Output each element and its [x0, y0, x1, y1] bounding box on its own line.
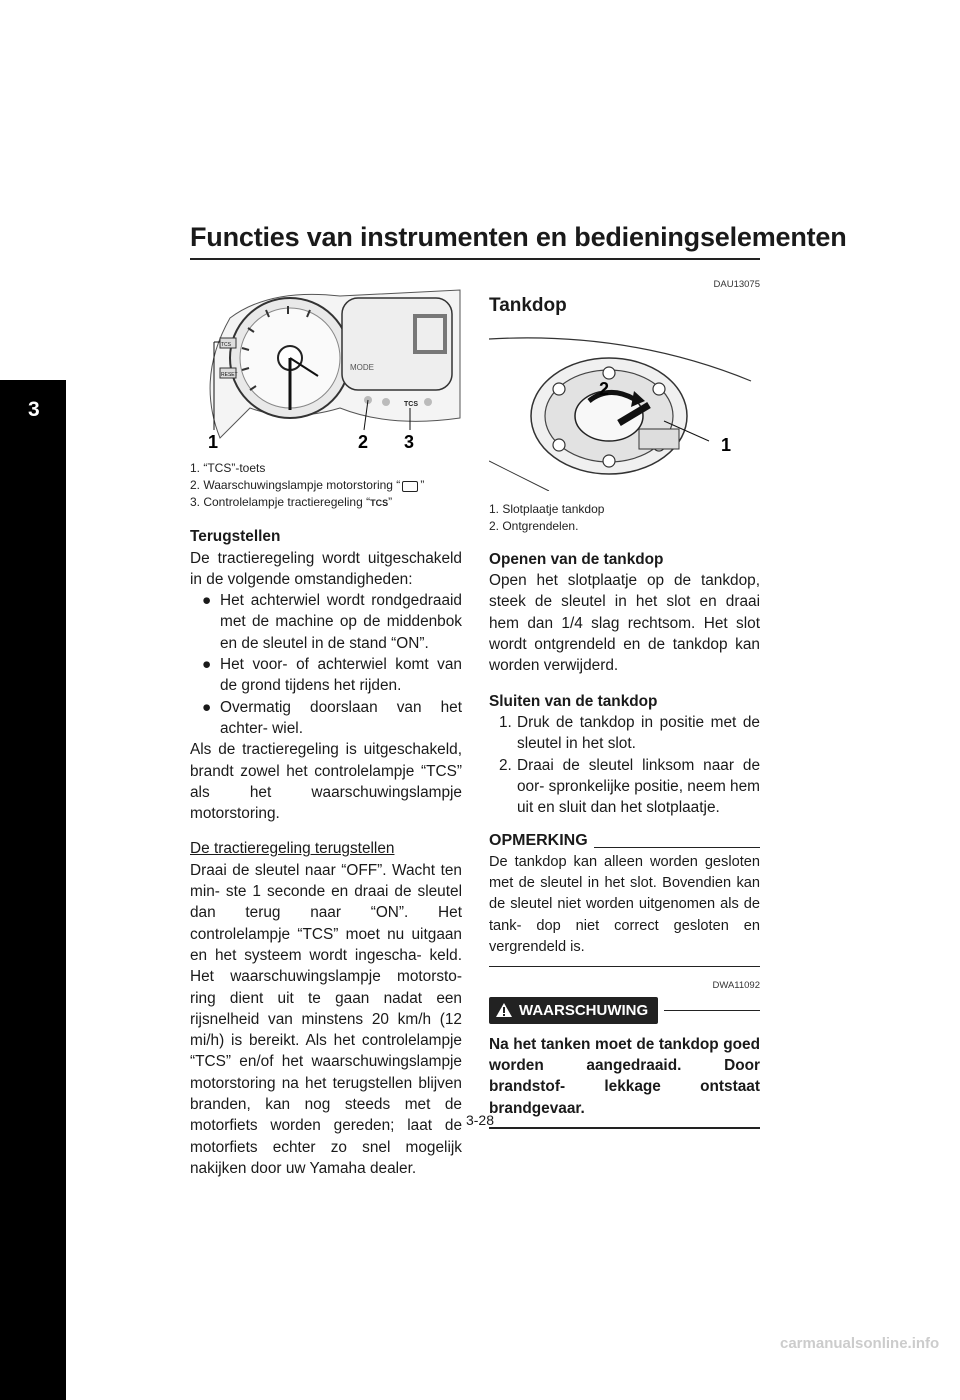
figure-caption-2: 2. Ontgrendelen.: [489, 518, 579, 533]
chapter-tab: [0, 380, 66, 1400]
page-number: 3-28: [465, 1112, 495, 1128]
reset-subheading: De tractieregeling terugstellen: [190, 840, 395, 858]
note-rule: [489, 966, 760, 967]
reset-heading: Terugstellen: [190, 528, 281, 546]
list-item: 1. Druk de tankdop in positie met de sleutel in het slot.: [499, 713, 760, 753]
bullet-item: ● Overmatig doorslaan van het achter- wiel.: [202, 698, 462, 737]
figure-caption-1: 1. Slotplaatje tankdop: [489, 501, 605, 516]
open-body: Open het slotplaatje op de tankdop, steek de sleutel in het slot en draai hem dan 1/4 slag rechtsom. Het slot wordt ontgrendeld en de tankdop kan worden verwijderd.: [489, 572, 760, 675]
callout-3: 3: [404, 432, 415, 452]
right-column: [489, 274, 760, 1137]
tcs-lamp-label: TCS: [404, 401, 418, 408]
tcs-icon: TCS: [370, 498, 389, 509]
left-column: [190, 288, 462, 1179]
figure-caption-3: 3. Controlelampje tractieregeling “TCS”: [190, 495, 393, 510]
note-body: De tankdop kan alleen worden gesloten met de sleutel in het slot. Bovendien kan de sleutel niet worden uitgenomen als de tank- dop niet correct gesloten en vergrendeld is.: [489, 853, 760, 955]
instrument-cluster-illustration: [190, 288, 462, 454]
section-title: Tankdop: [489, 295, 567, 317]
figure-caption-1: 1. “TCS”-toets: [190, 461, 266, 476]
fuel-cap-illustration: [489, 321, 760, 491]
reset-intro: De tractieregeling wordt uitgeschakeld in de volgende omstandigheden:: [190, 549, 462, 588]
bullet-item: ● Het voor- of achterwiel komt van de grond tijdens het rijden.: [202, 656, 462, 695]
open-heading: Openen van de tankdop: [489, 550, 664, 568]
callout-2: 2: [358, 432, 369, 452]
callout-2: 2: [599, 378, 610, 399]
header-rule: [190, 258, 760, 260]
warning-code: DWA11092: [712, 980, 760, 992]
section-code: DAU13075: [713, 279, 760, 290]
watermark: carmanualsonline.info: [780, 1335, 940, 1352]
callout-1: 1: [208, 432, 219, 452]
note-heading: OPMERKING: [489, 830, 760, 851]
list-item: 2. Draai de sleutel linksom naar de oor- spronkelijke positie, neem hem uit en sluit dan het slotplaatje.: [499, 756, 760, 817]
instrument-figure: [190, 288, 462, 460]
figure-caption-2: 2. Waarschuwingslampje motorstoring “ ”: [190, 478, 425, 493]
close-heading: Sluiten van de tankdop: [489, 692, 658, 710]
mode-label: MODE: [350, 363, 374, 372]
chapter-number: 3: [28, 398, 40, 421]
warning-body: Na het tanken moet de tankdop goed worden aangedraaid. Door brandstof- lekkage ontstaat brandgevaar.: [489, 1035, 760, 1117]
warning-icon: [495, 1002, 513, 1018]
reset-body: Draai de sleutel naar “OFF”. Wacht ten min- ste 1 seconde en draai de sleutel dan terug naar “ON”. Het controlelampje “TCS” moet nu uitgaan en het systeem wordt ingescha- keld. Het waarschuwingslampje motorsto- ring dient uit te gaan nadat een rijsnelheid van minstens 20 km/h (12 mi/h) is bereikt. Als het controlelampje “TCS” en/of het waarschuwingslampje motorstoring na het terugstellen blijven branden, kan nog steeds met de motorfiets worden gereden; laat de motorfiets echter zo snel mogelijk nakijken door uw Yamaha dealer.: [190, 861, 462, 1177]
reset-button-label: RESET: [221, 372, 238, 378]
after-bullets-text: Als de tractieregeling is uitgeschakeld, brandt zowel het controlelampje “TCS” als het waarschuwingslampje motorstoring.: [190, 741, 462, 823]
warning-heading: WAARSCHUWING: [489, 997, 760, 1024]
engine-warning-icon: [402, 481, 418, 492]
bullet-item: ● Het achterwiel wordt rondgedraaid met de machine op de middenbok en de sleutel in de stand “ON”.: [202, 592, 462, 652]
fuel-cap-figure: [489, 321, 760, 497]
page-header: Functies van instrumenten en bedieningselementen: [190, 222, 847, 252]
tcs-button-label: TCS: [221, 342, 231, 348]
callout-1: 1: [721, 434, 732, 455]
